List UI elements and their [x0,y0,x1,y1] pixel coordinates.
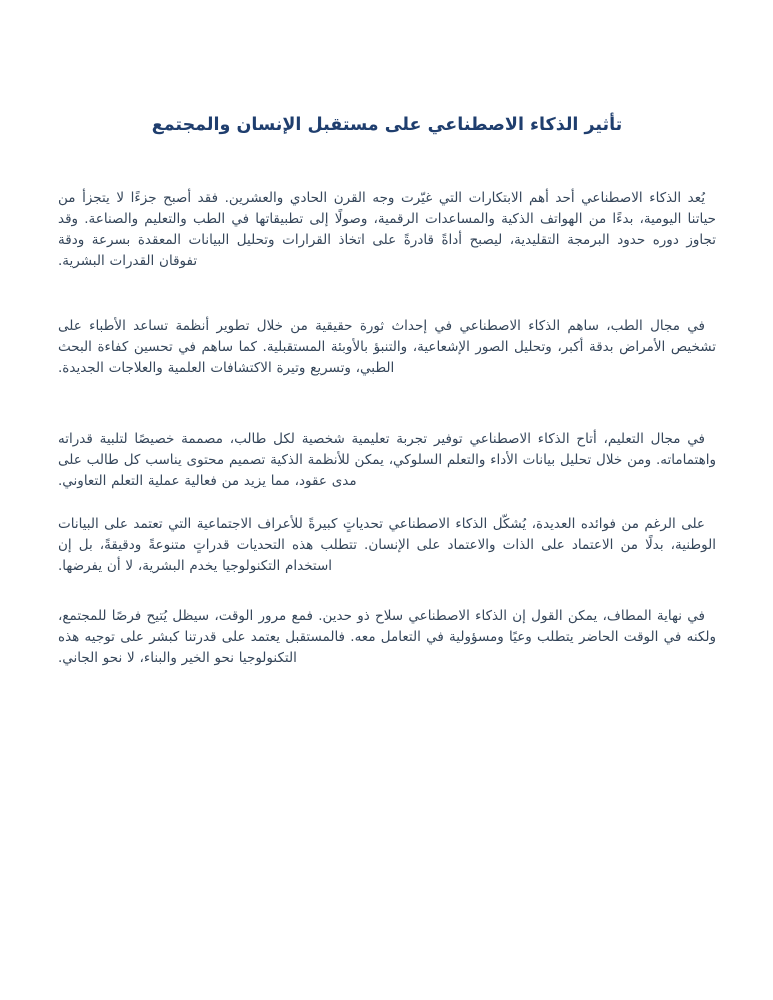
paragraph-medicine: في مجال الطب، ساهم الذكاء الاصطناعي في إحداث ثورة حقيقية من خلال تطوير أنظمة تساعد الأطباء على تشخيص الأمراض بدقة أكبر، وتحليل الصور الإشعاعية، والتنبؤ بالأوبئة المستقبلية. كما ساهم في تحسين كفاءة البحث الطبي، وتسريع وتيرة الاكتشافات العلمية والعلاجات الجديدة. [58,318,716,376]
paragraph-conclusion: في نهاية المطاف، يمكن القول إن الذكاء الاصطناعي سلاح ذو حدين. فمع مرور الوقت، سيظل يُتيح فرصًا للمجتمع، ولكنه في الوقت الحاضر يتطلب وعيًا ومسؤولية في التعامل معه. فالمستقبل يعتمد على قدرتنا كبشر على توجيه هذه التكنولوجيا نحو الخير والبناء، لا نحو الجاني. [58,608,716,666]
paragraph-education: في مجال التعليم، أتاح الذكاء الاصطناعي توفير تجربة تعليمية شخصية لكل طالب، مصممة خصيصًا لتلبية قدراته واهتماماته. ومن خلال تحليل بيانات الأداء والتعلم السلوكي، يمكن للأنظمة الذكية تصميم محتوى يناسب كل طالب على مدى عقود، مما يزيد من فعالية عملية التعلم التعاوني. [58,431,716,489]
document-title: تأثير الذكاء الاصطناعي على مستقبل الإنسان والمجتمع [151,115,623,135]
paragraph-challenges: على الرغم من فوائده العديدة، يُشكّل الذكاء الاصطناعي تحدياتٍ كبيرةً للأعراف الاجتماعية التي تعتمد على البيانات الوطنية، بدلًا من الاعتماد على الذات والاعتماد على الإنسان. تتطلب هذه التحديات قدراتٍ متنوعةً ودقيقةً، بل إن استخدام التكنولوجيا يخدم البشرية، لا أن يفرضها. [58,516,716,574]
document-body [58,188,716,669]
paragraph-intro: يُعد الذكاء الاصطناعي أحد أهم الابتكارات التي غيّرت وجه القرن الحادي والعشرين. فقد أصبح جزءًا لا يتجزأ من حياتنا اليومية، بدءًا من الهواتف الذكية والمساعدات الرقمية، وصولًا إلى تطبيقاتها في الطب والتعليم والصناعة. وقد تجاوز دوره حدود البرمجة التقليدية، ليصبح أداةً قادرةً على اتخاذ القرارات وتحليل البيانات المعقدة بسرعة ودقة تفوقان القدرات البشرية. [58,190,716,269]
